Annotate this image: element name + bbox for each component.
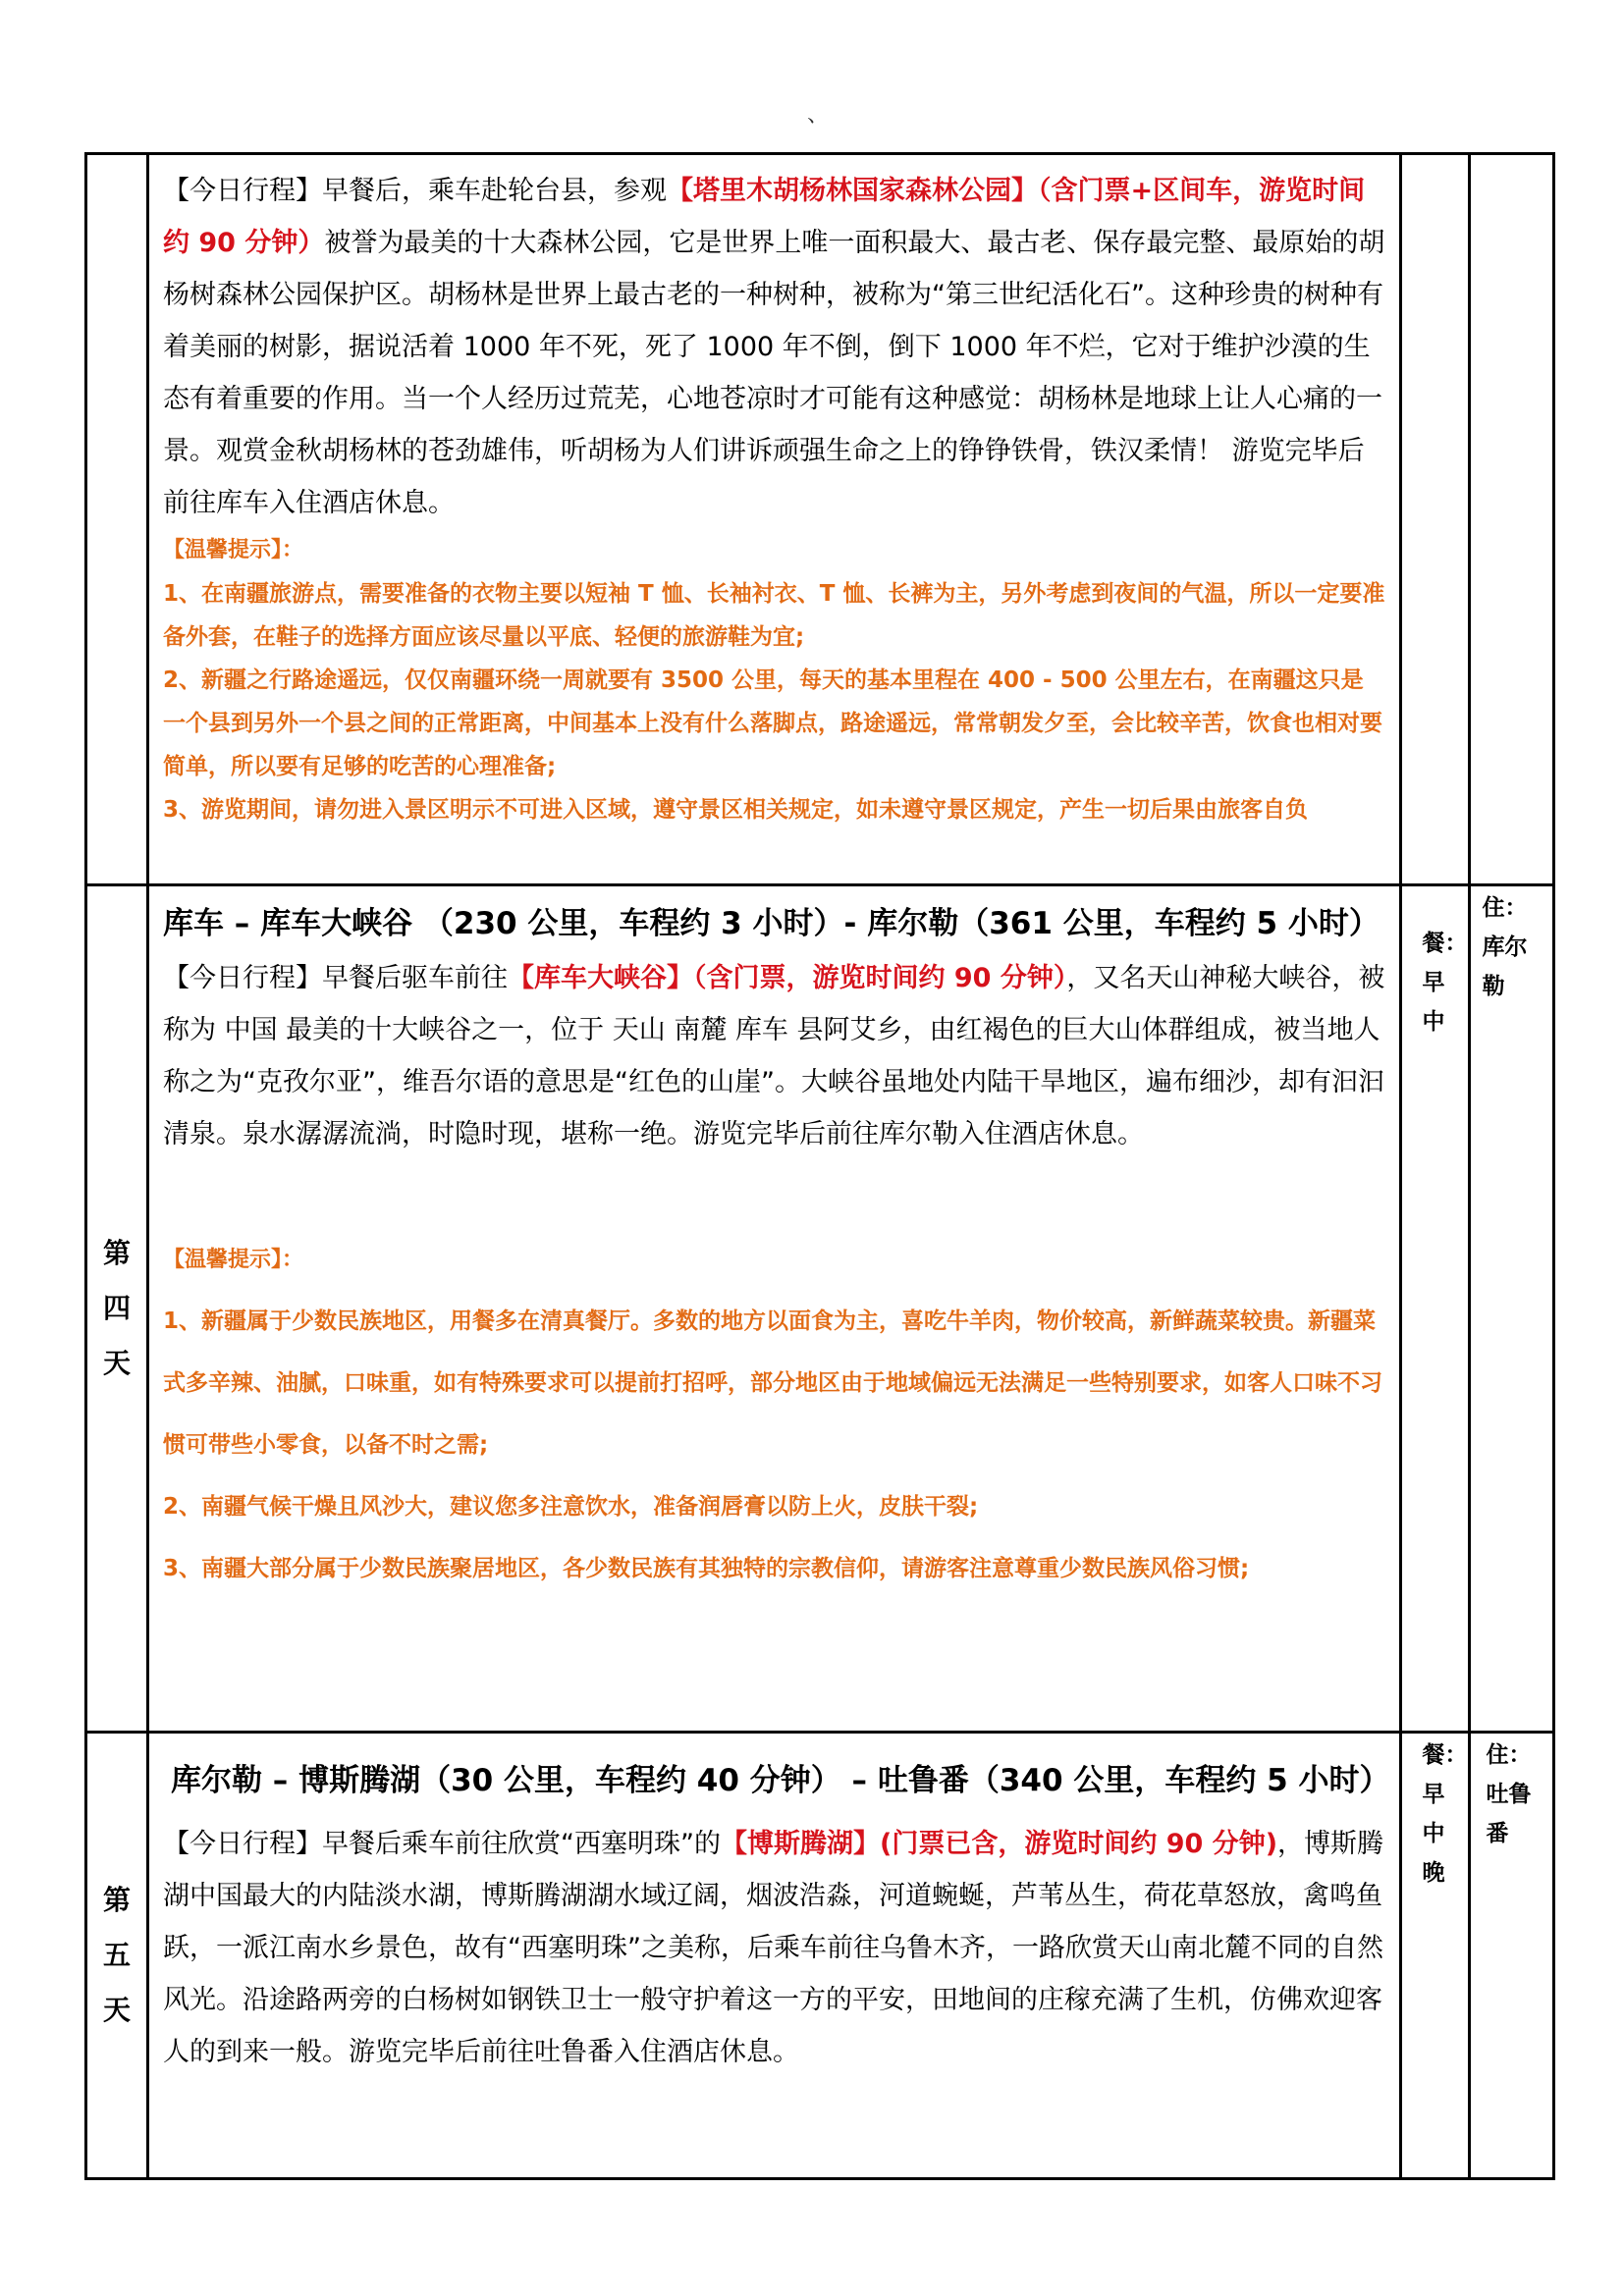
day4-hotel-cell	[1470, 885, 1554, 1733]
day5-route-heading: 库尔勒 – 博斯腾湖（30 公里，车程约 40 分钟） – 吐鲁番（340 公里，车程约 5 小时）	[171, 1763, 1390, 1798]
day4-attraction-highlight: 【库车大峡谷】（含门票，游览时间约 90 分钟）	[508, 963, 1067, 993]
day4-meal-cell	[1401, 885, 1470, 1733]
day4-itinerary-paragraph: 【今日行程】早餐后驱车前往【库车大峡谷】（含门票，游览时间约 90 分钟），又名天山神秘大峡谷，被称为 中国 最美的十大峡谷之一，位于 天山 南麓 库车 县阿艾乡，由红褐色的巨大山体群组成，被当地人称之为“克孜尔亚”，维吾尔语的意思是“红色的山崖”。大峡谷虽地处内陆干旱地区，遍布细沙，却有汩汩清泉。泉水潺潺流淌，时隐时现，堪称一绝。游览完毕后前往库尔勒入住酒店休息。	[163, 963, 1385, 1149]
day5-row	[86, 1733, 1554, 2179]
day5-meal-cell	[1401, 1733, 1470, 2179]
day4-tips	[163, 1229, 1385, 1600]
day4-tip-2: 2、南疆气候干燥且风沙大，建议您多注意饮水，准备润唇膏以防上火，皮肤干裂;	[163, 1494, 979, 1520]
day4-day-cell	[86, 885, 148, 1733]
day5-day-cell	[86, 1733, 148, 2179]
day3-tips-title: 【温馨提示】：	[163, 538, 304, 562]
day4-body-cell	[148, 885, 1401, 1733]
day3-continued-row	[86, 154, 1554, 885]
day4-route-heading: 库车 – 库车大峡谷 （230 公里，车程约 3 小时）- 库尔勒（361 公里，车程约 5 小时）	[163, 906, 1380, 941]
day3-tip-3: 3、游览期间，请勿进入景区明示不可进入区域，遵守景区相关规定，如未遵守景区规定，产生一切后果由旅客自负	[163, 797, 1309, 823]
day4-tips-title: 【温馨提示】：	[163, 1248, 304, 1272]
day3-meal-cell	[1401, 154, 1470, 885]
day3-tip-1: 1、在南疆旅游点，需要准备的衣物主要以短袖 T 恤、长袖衬衣、T 恤、长裤为主，另外考虑到夜间的气温，所以一定要准备外套，在鞋子的选择方面应该尽量以平底、轻便的旅游鞋为宜;	[163, 581, 1385, 650]
day5-attraction-highlight: 【博斯腾湖】(门票已含，游览时间约 90 分钟)	[720, 1829, 1278, 1859]
day3-hotel-cell	[1470, 154, 1554, 885]
day3-day-cell	[86, 154, 148, 885]
day4-tip-1: 1、新疆属于少数民族地区，用餐多在清真餐厅。多数的地方以面食为主，喜吃牛羊肉，物价较高，新鲜蔬菜较贵。新疆菜式多辛辣、油腻，口味重，如有特殊要求可以提前打招呼，部分地区由于地域偏远无法满足一些特别要求，如客人口味不习惯可带些小零食，以备不时之需;	[163, 1308, 1382, 1458]
day5-itinerary-paragraph: 【今日行程】早餐后乘车前往欣赏“西塞明珠”的【博斯腾湖】(门票已含，游览时间约 90 分钟)，博斯腾湖中国最大的内陆淡水湖，博斯腾湖湖水域辽阔，烟波浩淼，河道蜿蜒，芦苇丛生，荷花草怒放，禽鸣鱼跃，一派江南水乡景色，故有“西塞明珠”之美称，后乘车前往乌鲁木齐，一路欣赏天山南北麓不同的自然风光。沿途路两旁的白杨树如钢铁卫士一般守护着这一方的平安，田地间的庄稼充满了生机，仿佛欢迎客人的到来一般。游览完毕后前往吐鲁番入住酒店休息。	[163, 1829, 1384, 2067]
day3-itinerary-paragraph: 【今日行程】早餐后，乘车赴轮台县，参观【塔里木胡杨林国家森林公园】（含门票+区间车，游览时间约 90 分钟）被誉为最美的十大森林公园，它是世界上唯一面积最大、最古老、保存最完整、最原始的胡杨树森林公园保护区。胡杨林是世界上最古老的一种树种，被称为“第三世纪活化石”。这种珍贵的树种有着美丽的树影，据说活着 1000 年不死，死了 1000 年不倒，倒下 1000 年不烂，它对于维护沙漠的生态有着重要的作用。当一个人经历过荒芜，心地苍凉时才可能有这种感觉：胡杨林是地球上让人心痛的一景。观赏金秋胡杨林的苍劲雄伟，听胡杨为人们讲诉顽强生命之上的铮铮铁骨，铁汉柔情！ 游览完毕后前往库车入住酒店休息。	[163, 176, 1385, 518]
day4-tip-3: 3、南疆大部分属于少数民族聚居地区，各少数民族有其独特的宗教信仰，请游客注意尊重少数民族风俗习惯;	[163, 1556, 1250, 1581]
day5-meal: 餐：早中晚	[1422, 1742, 1468, 1886]
day5-hotel-cell	[1470, 1733, 1554, 2179]
day3-tip-2: 2、新疆之行路途遥远，仅仅南疆环绕一周就要有 3500 公里，每天的基本里程在 400 - 500 公里左右，在南疆这只是一个县到另外一个县之间的正常距离，中间基本上没有什么落脚点，路途遥远，常常朝发夕至，会比较辛苦，饮食也相对要简单，所以要有足够的吃苦的心理准备;	[163, 667, 1382, 779]
day4-row	[86, 885, 1554, 1733]
day4-meal: 餐：早中	[1422, 931, 1468, 1035]
itinerary-table	[84, 152, 1555, 2180]
day4-hotel: 住：库尔勒	[1482, 895, 1528, 999]
page-mark: 、	[807, 103, 830, 128]
day3-attraction-highlight: 【塔里木胡杨林国家森林公园】（含门票+区间车，游览时间约 90 分钟）	[163, 176, 1366, 258]
day4-label: 第四天	[102, 1237, 131, 1379]
day3-body-cell	[148, 154, 1401, 885]
day5-body-cell	[148, 1733, 1401, 2179]
day5-hotel: 住：吐鲁番	[1486, 1742, 1532, 1846]
day3-tips	[163, 529, 1385, 831]
day5-label: 第五天	[102, 1884, 131, 2026]
